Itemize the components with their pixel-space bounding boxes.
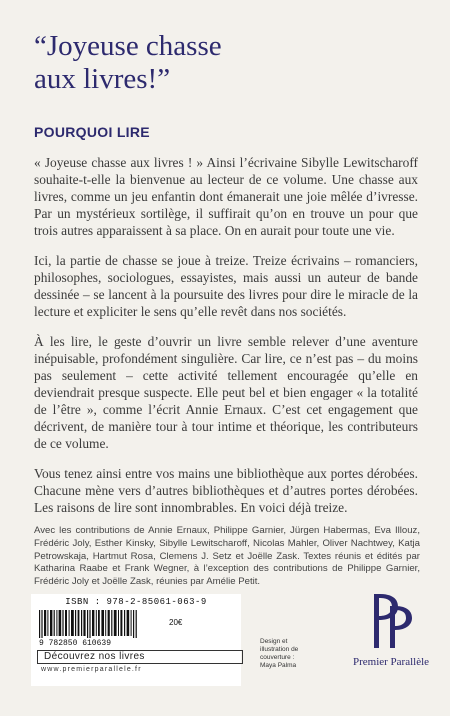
- title-line-2: aux livres!”: [34, 63, 171, 95]
- section-heading: POURQUOI LIRE: [34, 124, 150, 140]
- title-line-1: “Joyeuse chasse: [34, 30, 222, 62]
- design-credit-line-3: couverture :: [260, 654, 295, 661]
- barcode-number: 9 782850 610639: [39, 639, 112, 648]
- blurb-paragraph-2: Ici, la partie de chasse se joue à treize. Treize écrivains – romanciers, philosophes, sociologues, essayistes, mais aussi un auteur de bande dessinée – se lancent à la poursuite des livres pour dire le miracle de la lecture et expliciter le sens qu’elle revêt dans nos sociétés.: [34, 253, 418, 319]
- contributors-credits: Avec les contributions de Annie Ernaux, Philippe Garnier, Jürgen Habermas, Eva Illouz, Frédéric Joly, Esther Kinsky, Sibylle Lewitscharoff, Nicolas Mahler, Oliver Nachtwey, Katja Petrowskaja, Hartmut Rosa, Clemens J. Setz et Joëlle Zask. Textes réunis et édités par Katharina Raabe et Frank Wegner, à l’exception des contributions de Philippe Garnier, Frédéric Joly et Joëlle Zask, réunies par Amélie Petit.: [34, 525, 420, 588]
- blurb-paragraph-4: Vous tenez ainsi entre vos mains une bibliothèque aux portes dérobées. Chacune mène vers d’autres bibliothèques et d’autres portes dérobées. Les raisons de lire sont innombrables. En voici déjà treize.: [34, 466, 418, 515]
- barcode-icon: [39, 610, 139, 638]
- blurb-paragraph-3: À les lire, le geste d’ouvrir un livre semble relever d’une aventure inépuisable, profondément singulière. Car lire, ce n’est pas – du moins pas seulement – cette activité tellement encouragée qu’elle en deviendrait presque suspecte. Elle peut bel et bien engager « la totalité de l’être », comme l’écrit Annie Ernaux. C’est cet engagement que décrivent, de manière tour à tour intime et théorique, les contributeurs de ce volume.: [34, 334, 418, 451]
- design-credit-line-1: Design et: [260, 638, 288, 645]
- isbn-text: ISBN : 978-2-85061-063-9: [65, 597, 207, 607]
- publisher-website: www.premierparallele.fr: [41, 666, 142, 673]
- design-credit-line-4: Maya Palma: [260, 662, 297, 669]
- discover-books-slogan: Découvrez nos livres: [37, 650, 243, 664]
- publisher-name: Premier Parallèle: [352, 656, 430, 668]
- blurb-body: [34, 154, 418, 529]
- isbn-sticker: [31, 594, 241, 686]
- blurb-paragraph-1: « Joyeuse chasse aux livres ! » Ainsi l’écrivaine Sibylle Lewitscharoff souhaite-t-elle la bienvenue au lecteur de ce volume. Une chasse aux livres, comme un jeu enfantin dont émanerait une joie mêlée d’ivresse. Par un mystérieux sortilège, il suffirait qu’on en trouve un pour que trois autres apparaissent à sa place. On en aurait pour toute une vie.: [34, 155, 418, 238]
- design-credit-line-2: illustration de: [260, 646, 299, 653]
- cover-quote-title: [34, 30, 414, 96]
- cover-design-credit: [260, 638, 330, 670]
- publisher-logo-icon: [352, 590, 430, 650]
- price-label: 20€: [169, 618, 183, 627]
